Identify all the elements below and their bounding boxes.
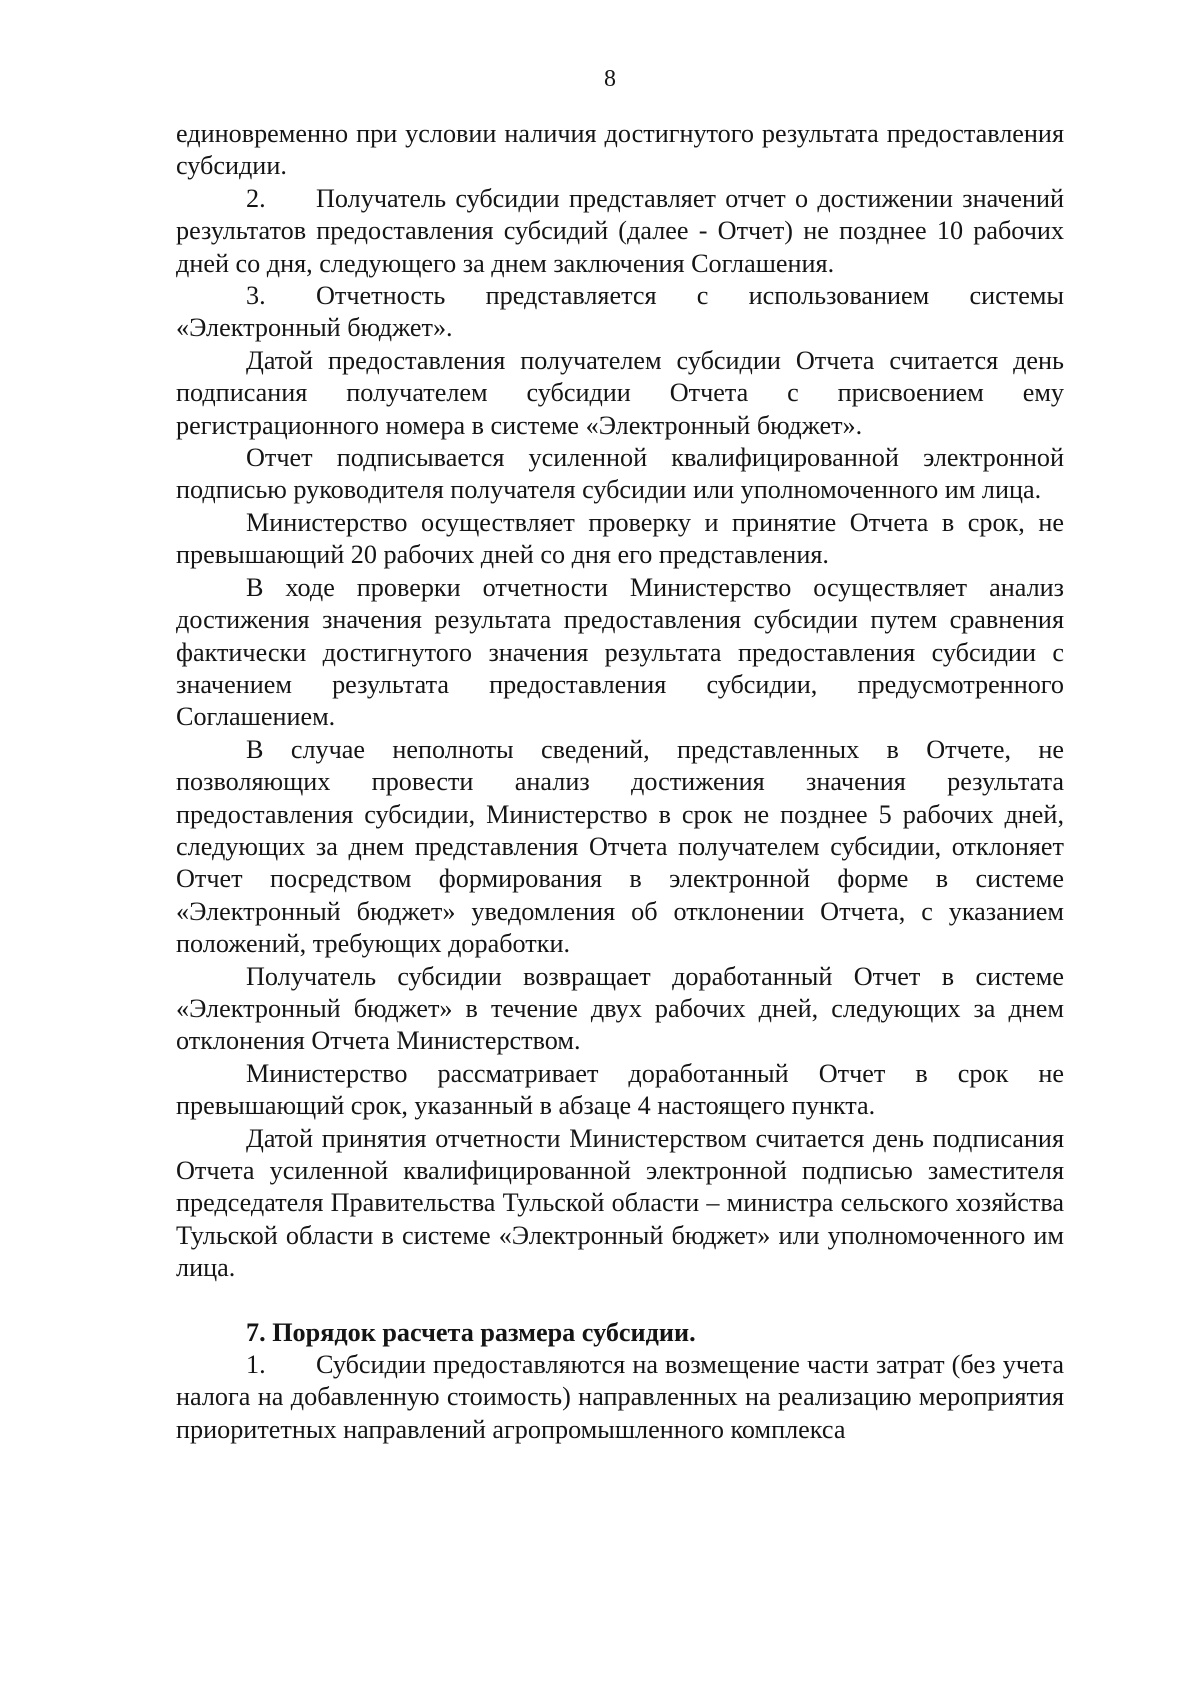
paragraph-text: Министерство рассматривает доработанный Отчет в срок не превышающий срок, указанный в абзаце 4 настоящего пункта. (176, 1058, 1064, 1121)
paragraph (176, 734, 1064, 961)
paragraph-text: Получатель субсидии представляет отчет о достижении значений результатов предоставления субсидий (далее - Отчет) не позднее 10 рабочих дней со дня, следующего за днем заключения Соглашения. (176, 183, 1064, 278)
paragraph (176, 280, 1064, 345)
paragraph (176, 507, 1064, 572)
paragraph-number: 2. (246, 183, 266, 213)
paragraph-text: Министерство осуществляет проверку и принятие Отчета в срок, не превышающий 20 рабочих дней со дня его представления. (176, 507, 1064, 570)
section-heading: 7. Порядок расчета размера субсидии. (246, 1317, 696, 1347)
paragraph-text: Субсидии предоставляются на возмещение части затрат (без учета налога на добавленную стоимость) направленных на реализацию мероприятия приоритетных направлений агропромышленного комплекса (176, 1350, 1064, 1444)
document-body (176, 118, 1064, 1446)
paragraph (176, 345, 1064, 442)
paragraph-group-before-heading (176, 118, 1064, 1285)
paragraph (176, 572, 1064, 734)
paragraph-group-after-heading (176, 1349, 1064, 1446)
paragraph (176, 183, 1064, 280)
paragraph-text: Получатель субсидии возвращает доработанный Отчет в системе «Электронный бюджет» в течение двух рабочих дней, следующих за днем отклонения Отчета Министерством. (176, 961, 1064, 1056)
paragraph-text: Отчет подписывается усиленной квалифицированной электронной подписью руководителя получателя субсидии или уполномоченного им лица. (176, 443, 1064, 505)
paragraph-text: Датой принятия отчетности Министерством считается день подписания Отчета усиленной квалифицированной электронной подписью заместителя председателя Правительства Тульской области – министра сельского хозяйства Тульской области в системе «Электронный бюджет» или уполномоченного им лица. (176, 1123, 1064, 1283)
paragraph-number: 1. (246, 1350, 266, 1380)
paragraph-text: В случае неполноты сведений, представленных в Отчете, не позволяющих провести анализ достижения значения результата предоставления субсидии, Министерство в срок не позднее 5 рабочих дней, следующих за днем представления Отчета получателем субсидии, отклоняет Отчет посредством формирования в электронной форме в системе «Электронный бюджет» уведомления об отклонении Отчета, с указанием положений, требующих доработки. (176, 734, 1064, 959)
paragraph (176, 1123, 1064, 1285)
paragraph (176, 1058, 1064, 1123)
paragraph (176, 118, 1064, 183)
paragraph-text: В ходе проверки отчетности Министерство осуществляет анализ достижения значения результата предоставления субсидии путем сравнения фактически достигнутого значения результата предоставления субсидии с значением результата предоставления субсидии, предусмотренного Соглашением. (176, 572, 1064, 732)
paragraph-text: Отчетность представляется с использованием системы «Электронный бюджет». (176, 281, 1064, 343)
paragraph-text: единовременно при условии наличия достигнутого результата предоставления субсидии. (176, 119, 1064, 181)
paragraph-text: Датой предоставления получателем субсидии Отчета считается день подписания получателем субсидии Отчета с присвоением ему регистрационного номера в системе «Электронный бюджет». (176, 345, 1064, 440)
paragraph (176, 961, 1064, 1058)
paragraph (176, 1349, 1064, 1446)
paragraph-number: 3. (246, 281, 266, 311)
paragraph (176, 442, 1064, 507)
page-number: 8 (604, 66, 616, 92)
